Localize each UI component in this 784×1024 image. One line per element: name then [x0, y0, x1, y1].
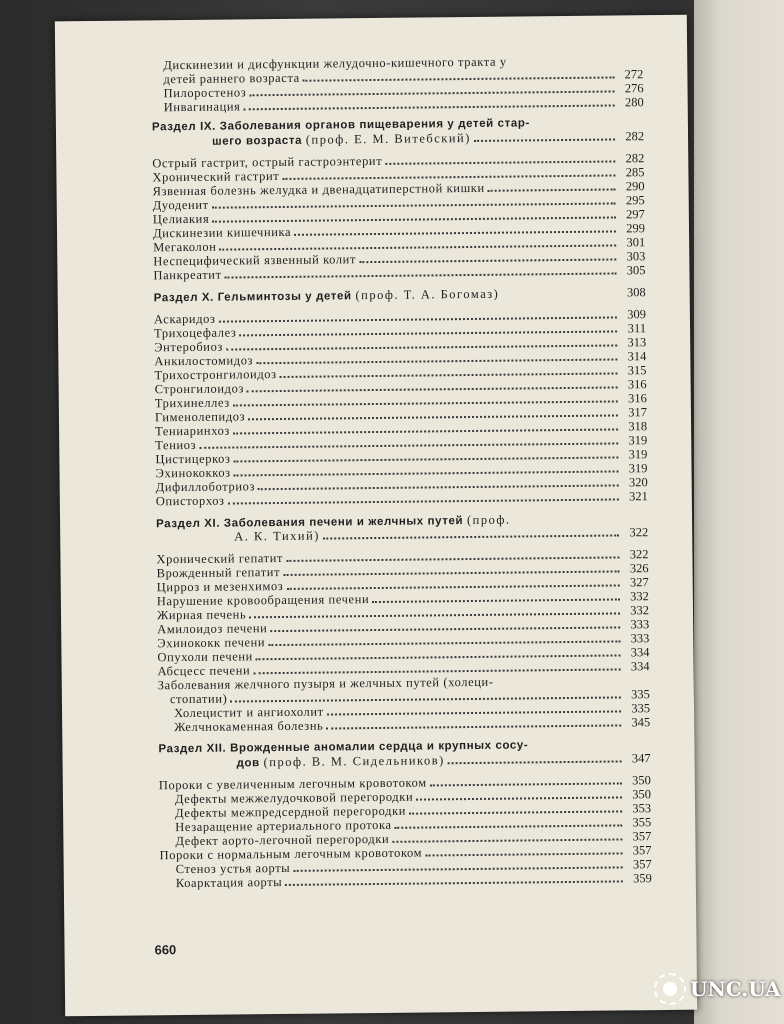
- dot-leader: [268, 631, 620, 646]
- toc-entry-title: Дискинезии и дисфункции желудочно-кишечного тракта у: [163, 54, 507, 73]
- toc-entry-page: 303: [626, 249, 646, 264]
- toc-entry-title: Пилоростеноз: [163, 85, 247, 101]
- toc-entry-page: 305: [626, 263, 646, 278]
- toc-entry-title: Язвенная болезнь желудка и двенадцатиперстной кишки: [152, 180, 485, 199]
- toc-entry-title: шего возраста (проф. Е. М. Витебский): [212, 130, 471, 148]
- toc-entry-title: Инвагинация: [163, 99, 241, 115]
- dot-leader: [283, 561, 620, 576]
- toc-entry-title: Дискинезии кишечника: [152, 224, 292, 241]
- toc-entry-title: Дифиллоботриоз: [155, 479, 256, 495]
- table-of-contents: [151, 15, 652, 891]
- dot-leader: [372, 589, 620, 603]
- toc-entry-title: Опухоли печени: [157, 649, 253, 665]
- toc-entry-title: детей раннего возраста: [163, 70, 300, 87]
- toc-entry-page: 285: [625, 165, 645, 180]
- page-number: 660: [154, 942, 177, 958]
- next-page-edge: [694, 0, 784, 1024]
- dot-leader: [425, 843, 622, 856]
- toc-entry-title: Эхинококк печени: [157, 635, 266, 651]
- toc-entry-page: 313: [627, 335, 647, 350]
- toc-entry-title: Острый гастрит, острый гастроэнтерит: [152, 153, 383, 171]
- toc-entry-title: Цистицеркоз: [155, 451, 231, 467]
- toc-entry-author: А. К. Тихий): [234, 528, 320, 544]
- toc-entry-title: Целиакия: [152, 211, 210, 227]
- toc-entry-author: (проф. Т. А. Богомаз): [355, 286, 500, 303]
- toc-entry-page: 295: [625, 193, 645, 208]
- toc-entry-title: дов (проф. В. М. Сидельников): [236, 753, 445, 770]
- toc-entry-author: (проф.: [466, 512, 511, 528]
- toc-entry-page: 282: [625, 129, 645, 144]
- toc-entry-page: 280: [624, 95, 644, 110]
- toc-entry-title: Хронический гастрит: [152, 168, 280, 185]
- toc-entry-title: Пороки с увеличенным легочным кровотоком: [158, 775, 427, 793]
- toc-entry-page: 335: [631, 687, 650, 702]
- dot-leader: [285, 871, 623, 886]
- dot-leader: [303, 67, 615, 81]
- toc-entry-title: Раздел X. Гельминтозы у детей (проф. Т. А. Богомаз): [153, 286, 500, 305]
- toc-entry-page: 297: [626, 207, 645, 222]
- toc-entry-title: Пороки с нормальным легочным кровотоком: [159, 845, 423, 863]
- dot-leader: [326, 715, 621, 729]
- toc-entry-title: Дефекты межпредсердной перегородки: [175, 803, 407, 821]
- dot-leader: [294, 221, 616, 235]
- toc-entry-page: 333: [630, 617, 650, 632]
- toc-entry-title: Мегаколон: [153, 239, 217, 255]
- dot-leader: [531, 738, 621, 748]
- toc-entry-title: Аскаридоз: [153, 311, 216, 327]
- toc-entry-page: 322: [629, 547, 649, 562]
- toc-entry-page: 332: [630, 603, 650, 618]
- toc-entry-page: 327: [629, 575, 649, 590]
- dot-leader: [510, 55, 615, 65]
- watermark-text: UNC.UA: [690, 977, 781, 1001]
- dot-leader: [416, 787, 622, 800]
- toc-entry-page: 347: [631, 751, 651, 766]
- toc-entry-page: 334: [630, 645, 650, 660]
- dot-leader: [280, 363, 618, 378]
- dot-leader: [533, 116, 615, 126]
- dot-leader: [430, 773, 622, 786]
- toc-entry-title: Трихоцефалез: [154, 325, 237, 341]
- toc-entry-title: Хронический гепатит: [156, 550, 284, 567]
- toc-entry-author: (проф. Е. М. Витебский): [305, 130, 471, 147]
- toc-entry-page: 316: [627, 391, 647, 406]
- toc-entry-title: Амилоидоз печени: [157, 621, 268, 637]
- toc-entry-page: 326: [629, 561, 649, 576]
- toc-entry-page: 319: [628, 461, 648, 476]
- toc-entry-page: 276: [624, 81, 644, 96]
- toc-entry-title: Эхинококкоз: [155, 465, 231, 481]
- dot-leader: [448, 751, 622, 764]
- toc-entry-title: Абсцесс печени: [157, 663, 251, 679]
- toc-entry-page: 290: [625, 179, 645, 194]
- toc-entry-title: Анкилостомидоз: [154, 353, 254, 369]
- dot-leader: [256, 349, 617, 364]
- toc-entry-page: 334: [630, 659, 650, 674]
- toc-entry-title: Стронгилоидоз: [154, 381, 245, 397]
- toc-entry-page: 332: [630, 589, 649, 604]
- toc-entry-page: 320: [628, 475, 648, 490]
- toc-entry-title: Раздел XII. Врожденные аномалии сердца и крупных сосу-: [158, 739, 529, 756]
- toc-entry-title: Врожденный гепатит: [156, 565, 281, 581]
- toc-section-heading: [154, 285, 646, 304]
- dot-leader: [488, 179, 616, 191]
- toc-entry-title: Трихинеллез: [154, 395, 230, 411]
- toc-entry-page: 319: [628, 433, 648, 448]
- toc-entry-title: Нарушение кровообращения печени: [156, 592, 370, 609]
- toc-entry-author: (проф. В. М. Сидельников): [263, 753, 445, 770]
- toc-entry-page: 299: [626, 221, 646, 236]
- toc-entry-page: 350: [631, 773, 651, 788]
- toc-entry-title: Цирроз и мезенхимоз: [156, 578, 284, 595]
- dot-leader: [392, 829, 622, 842]
- toc-entry-title: Желчнокаменная болезнь: [174, 718, 324, 735]
- toc-entry-title: Тениоз: [155, 437, 197, 453]
- dot-leader: [282, 165, 615, 179]
- toc-entry-page: 309: [627, 307, 646, 322]
- toc-entry-title: Жирная печень: [156, 607, 247, 623]
- toc-entry-page: 301: [626, 235, 646, 250]
- toc-entry-page: 357: [632, 857, 652, 872]
- toc-entry-title: Неспецифический язвенный колит: [153, 252, 357, 269]
- toc-entry-page: 345: [631, 715, 651, 730]
- toc-entry-title: [234, 529, 320, 545]
- toc-entry-page: 359: [632, 871, 652, 886]
- toc-entry-title: Гименолепидоз: [154, 409, 246, 425]
- toc-entry-page: 272: [624, 67, 644, 82]
- toc-entry-title: Дефект аорто-легочной перегородки: [175, 831, 390, 849]
- toc-entry-title: Раздел XI. Заболевания печени и желчных путей (проф.: [156, 512, 511, 531]
- watermark: [654, 972, 781, 1006]
- toc-entry-page: 315: [627, 363, 647, 378]
- toc-entry-title: Заболевания желчного пузыря и желчных путей (холеци-: [157, 674, 494, 693]
- toc-entry-page: 353: [632, 801, 652, 816]
- book-page: [55, 15, 697, 1017]
- dot-leader: [218, 307, 616, 322]
- toc-entry-title: стопатии): [169, 691, 228, 707]
- watermark-logo-icon: [654, 973, 686, 1005]
- toc-entry-page: 357: [632, 829, 652, 844]
- toc-entry-title: Дуоденит: [152, 197, 209, 213]
- toc-entry-page: 308: [626, 285, 646, 300]
- dot-leader: [286, 575, 620, 589]
- dot-leader: [286, 547, 619, 561]
- toc-entry-title: Трихостронгилоидоз: [154, 367, 277, 383]
- toc-entry-title: Тениаринхоз: [155, 423, 231, 439]
- toc-entry-title: Энтеробиоз: [154, 339, 223, 355]
- dot-leader: [323, 525, 619, 539]
- toc-entry-title: Раздел IX. Заболевания органов пищеварения у детей стар-: [151, 117, 530, 134]
- toc-entry-page: 316: [627, 377, 647, 392]
- dot-leader: [359, 249, 616, 263]
- dot-leader: [258, 475, 619, 490]
- dot-leader: [270, 617, 620, 632]
- toc-entry-title: Описторхоз: [155, 493, 225, 509]
- toc-entry-page: 355: [632, 815, 652, 830]
- dot-leader: [293, 857, 623, 871]
- toc-entry-page: 350: [632, 787, 652, 802]
- dot-leader: [513, 513, 619, 523]
- toc-entry-page: 321: [628, 489, 648, 504]
- dot-leader: [385, 151, 615, 164]
- toc-entry-page: 282: [625, 151, 645, 166]
- dot-leader: [409, 801, 622, 814]
- toc-entry-title: Стеноз устья аорты: [175, 860, 291, 877]
- dot-leader: [496, 675, 620, 685]
- toc-entry-page: 318: [628, 419, 648, 434]
- toc-entry-title: Панкреатит: [153, 267, 222, 283]
- toc-entry-page: 317: [628, 405, 648, 420]
- dot-leader: [474, 129, 615, 141]
- dot-leader: [327, 701, 621, 715]
- toc-entry-page: 319: [628, 447, 648, 462]
- toc-entry-title: Холецистит и ангиохолит: [173, 704, 324, 721]
- toc-entry-page: 357: [632, 843, 652, 858]
- toc-entry-page: 333: [630, 631, 650, 646]
- toc-entry-page: 311: [627, 321, 647, 336]
- toc-entry-page: 335: [631, 701, 651, 716]
- toc-entry-title: Дефекты межжелудочковой перегородки: [174, 789, 414, 807]
- toc-entry-title: Коарктация аорты: [175, 875, 283, 891]
- dot-leader: [395, 815, 623, 828]
- toc-entry-title: Незаращение артериального протока: [175, 817, 392, 835]
- dot-leader: [502, 287, 616, 297]
- toc-entry-page: 314: [627, 349, 647, 364]
- toc-entry-page: 322: [629, 525, 649, 540]
